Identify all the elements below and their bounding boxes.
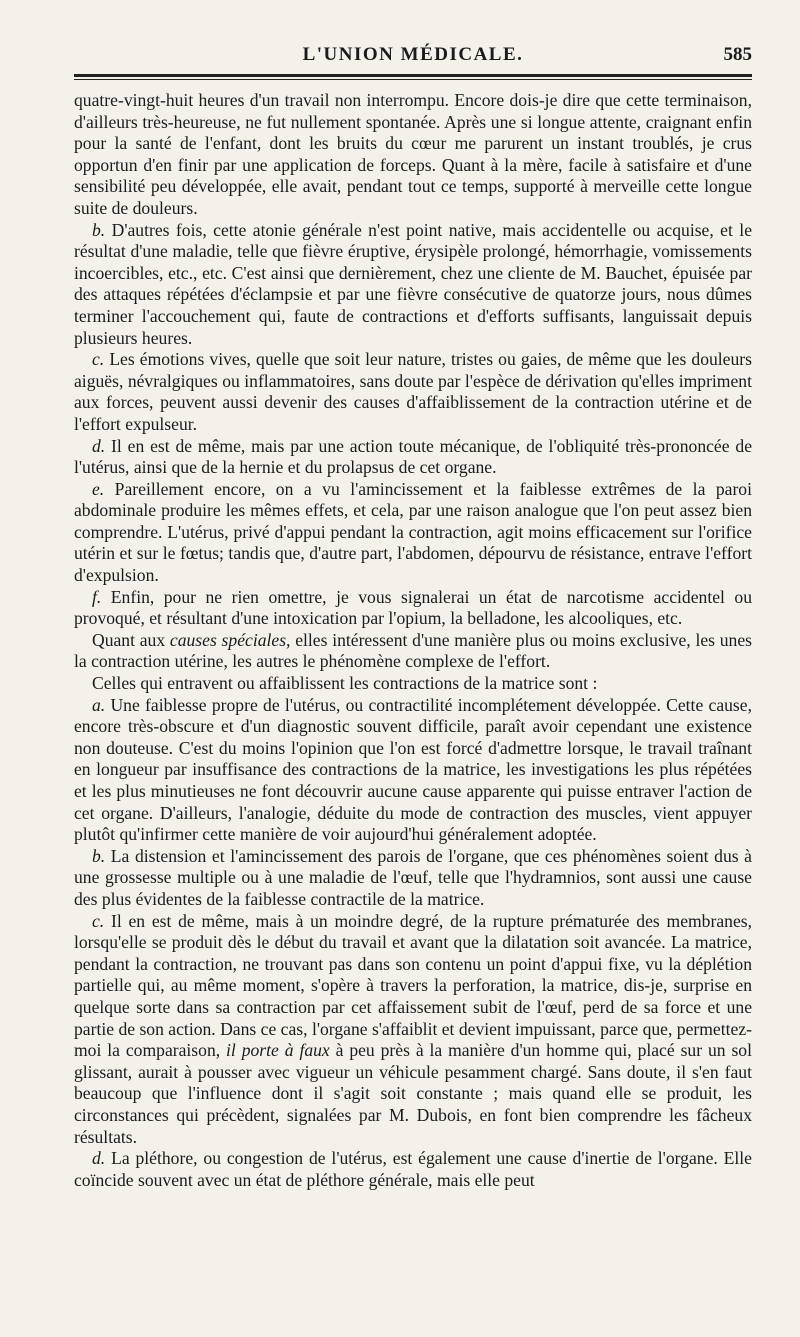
paragraph-text: Enfin, pour ne rien omettre, je vous signalerai un état de narcotisme accidentel ou provoqué, et résultant d'une intoxication par l'opium, la belladone, les alcooliques, etc. [74,586,752,629]
paragraph-text: Il en est de même, mais à un moindre degré, de la rupture prématurée des membranes, lorsqu'elle se produit dès le début du travail et avant que la dilatation soit avancée. La matrice, pendant la contraction, ne trouvant pas dans son contenu un point d'appui fixe, vu la déplétion partielle qui, au même moment, s'opère à travers la perforation, la matrice, dis-je, surprise en quelque sorte dans sa contraction par cet affaissement subit de l'œuf, perd de sa force et une partie de son action. Dans ce cas, l'organe s'affaiblit et devient impuissant, parce que, permettez-moi la comparaison, [74,910,752,1061]
paragraph-text: quatre-vingt-huit heures d'un travail non interrompu. Encore dois-je dire que cette terminaison, d'ailleurs très-heureuse, ne fut nullement spontanée. Après une si longue attente, craignant enfin pour la santé de l'enfant, dont les bruits du cœur me parurent un instant troublés, je crus opportun d'en finir par une application de forceps. Quant à la mère, facile à satisfaire et d'une sensibilité peu développée, elle avait, pendant tout ce temps, supporté à merveille cette longue suite de douleurs. [74,90,752,218]
item-letter: f. [92,586,102,607]
item-letter: b. [92,219,106,240]
item-letter: d. [92,1148,106,1169]
paragraph-c-emotions [74,349,752,435]
paragraph-d-plethore [74,1148,752,1191]
paragraph-text: Celles qui entravent ou affaiblissent les contractions de la matrice sont : [92,673,598,694]
paragraph-text: Il en est de même, mais par une action toute mécanique, de l'obliquité très-prononcée de l'utérus, ainsi que de la hernie et du prolapsus de cet organe. [74,435,752,478]
emphasis-text: causes spéciales, [169,629,291,650]
paragraph-text: La distension et l'amincissement des parois de l'organe, que ces phénomènes soient dus à une grossesse multiple ou à une maladie de l'œuf, telle que l'hydramnios, sont aussi une cause des plus évidentes de la faiblesse contractile de la matrice. [74,845,752,909]
paragraph-text: Quant aux [92,629,170,650]
paragraph-intro-list [74,673,752,695]
page-header [74,36,752,68]
item-letter: c. [92,910,105,931]
paragraph-text: Pareillement encore, on a vu l'amincissement et la faiblesse extrêmes de la paroi abdominale produire les mêmes effets, et cela, par une raison analogue que l'on peut assez bien comprendre. L'utérus, privé d'appui pendant la contraction, agit moins efficacement sur l'orifice utérin et sur le fœtus; tandis que, d'autre part, l'abdomen, dépourvu de résistance, entrave l'effort d'expulsion. [74,478,752,586]
body-text [74,90,752,1191]
paragraph-text: D'autres fois, cette atonie générale n'est point native, mais accidentelle ou acquise, et le résultat d'une maladie, telle que fièvre éruptive, érysipèle prolongé, hémorrhagie, vomissements incoercibles, etc., etc. C'est ainsi que dernièrement, chez une cliente de M. Bauchet, épuisée par des attaques répétées d'éclampsie et par une fièvre consécutive de quatorze jours, nous dûmes terminer l'accouchement qui, faute de contractions et d'efforts suffisants, languissait depuis plusieurs heures. [74,219,752,348]
paragraph-b-atonie [74,220,752,350]
paragraph-causes-speciales [74,630,752,673]
paragraph-text: elles intéressent d'une manière plus ou moins exclusive, les unes la contraction utérine, les autres le phénomène complexe de l'effort. [74,629,752,672]
paragraph-text: Une faiblesse propre de l'utérus, ou contractilité incomplétement développée. Cette cause, encore très-obscure et d'un diagnostic souvent difficile, paraît avoir cependant une existence non douteuse. C'est du moins l'opinion que l'on est forcé d'admettre lorsque, le travail traînant en longueur par insuffisance des contractions de la matrice, les investigations les plus répétées et les plus minutieuses ne font découvrir aucune cause apparente qui puisse entraver l'action de cet organe. D'ailleurs, l'analogie, déduite du mode de contraction des muscles, vient appuyer plutôt qu'infirmer cette manière de voir aujourd'hui généralement adoptée. [74,694,752,845]
paragraph-text: à peu près à la manière d'un homme qui, placé sur un sol glissant, aurait à pousser avec vigueur un véhicule pesamment chargé. Sans doute, il s'en faut beaucoup que l'influence dont il s'agit soit constante ; mais quand elle se produit, les circonstances qui précèdent, signalées par M. Dubois, en font bien comprendre les fâcheux résultats. [74,1040,752,1147]
running-title: L'UNION MÉDICALE. [302,44,524,65]
paragraph-a-faiblesse [74,695,752,846]
emphasis-text: il porte à faux [226,1040,330,1061]
item-letter: e. [92,478,105,499]
paragraph-f-narcotisme [74,587,752,630]
paragraph-e-paroi [74,479,752,587]
paragraph-text: La pléthore, ou congestion de l'utérus, est également une cause d'inertie de l'organe. Elle coïncide souvent avec un état de pléthore générale, mais elle peut [74,1148,752,1190]
item-letter: a. [92,694,106,715]
paragraph-c-rupture [74,911,752,1149]
paragraph-d-obliquite [74,436,752,479]
item-letter: d. [92,435,106,456]
item-letter: b. [92,845,106,866]
paragraph-continuation [74,90,752,220]
paragraph-text: Les émotions vives, quelle que soit leur nature, tristes ou gaies, de même que les douleurs aiguës, névralgiques ou inflammatoires, sans doute par l'espèce de dérivation qu'elles impriment aux forces, peuvent aussi devenir des causes d'affaiblissement de la contraction utérine et de l'effort expulseur. [74,349,752,434]
paragraph-b-distension [74,846,752,911]
header-rule [74,74,752,80]
page-number: 585 [723,44,752,65]
item-letter: c. [92,349,105,370]
